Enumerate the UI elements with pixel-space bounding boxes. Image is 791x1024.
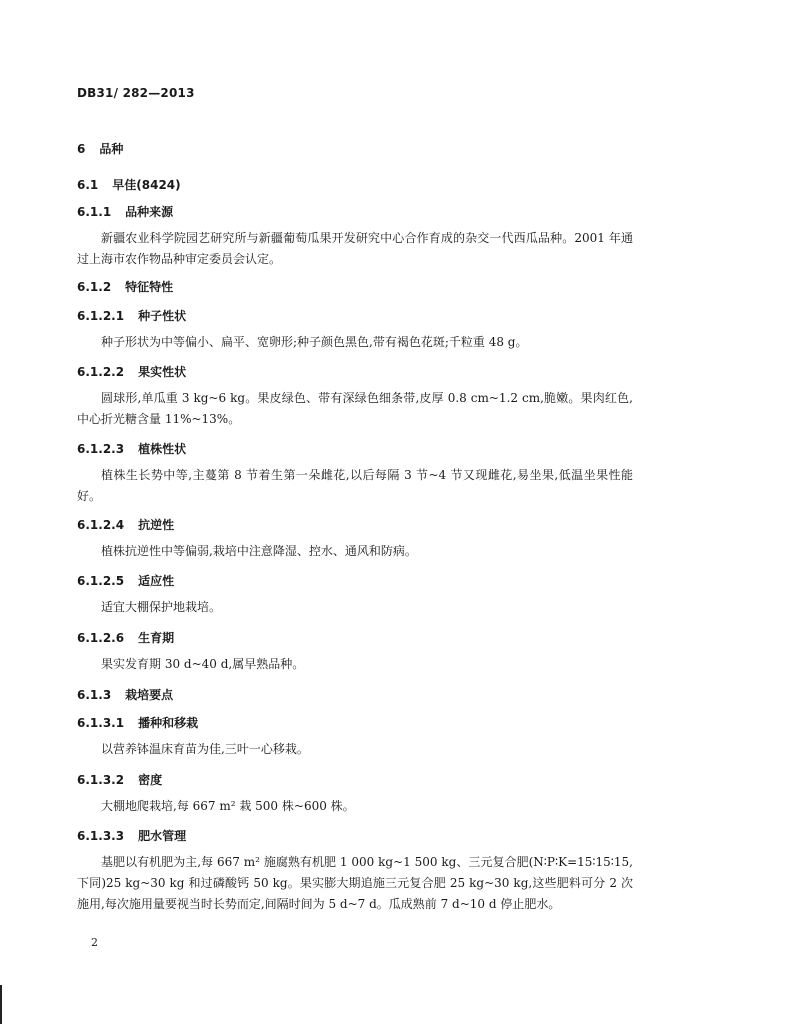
section-heading bbox=[77, 686, 173, 703]
section-number: 6.1.2.4 bbox=[77, 518, 125, 532]
section-title: 肥水管理 bbox=[138, 829, 187, 843]
section-title: 果实性状 bbox=[138, 365, 187, 379]
section-title: 生育期 bbox=[138, 631, 175, 645]
section-heading bbox=[77, 771, 162, 788]
paragraph: 植株抗逆性中等偏弱,栽培中注意降湿、控水、通风和防病。 bbox=[101, 544, 417, 558]
scan-edge-mark bbox=[0, 985, 2, 1024]
document-id: DB31/ 282—2013 bbox=[77, 86, 195, 100]
section-number: 6 bbox=[77, 142, 86, 156]
section-title: 植株性状 bbox=[138, 442, 187, 456]
section-title: 抗逆性 bbox=[138, 518, 175, 532]
section-heading bbox=[77, 140, 123, 157]
page-number: 2 bbox=[91, 936, 98, 949]
section-number: 6.1 bbox=[77, 178, 99, 192]
paragraph: 果实发育期 30 d~40 d,属早熟品种。 bbox=[101, 657, 305, 671]
section-heading bbox=[77, 629, 174, 646]
paragraph: 以营养钵温床育苗为佳,三叶一心移栽。 bbox=[101, 742, 309, 756]
section-number: 6.1.2.1 bbox=[77, 309, 125, 323]
section-heading bbox=[77, 827, 186, 844]
section-number: 6.1.2.5 bbox=[77, 574, 125, 588]
section-title: 早佳(8424) bbox=[112, 178, 181, 192]
paragraph: 种子形状为中等偏小、扁平、宽卵形;种子颜色黑色,带有褐色花斑;千粒重 48 g。 bbox=[101, 335, 528, 349]
section-heading bbox=[77, 203, 173, 220]
paragraph: 新疆农业科学院园艺研究所与新疆葡萄瓜果开发研究中心合作育成的杂交一代西瓜品种。2001 年通过上海市农作物品种审定委员会认定。 bbox=[77, 231, 633, 266]
paragraph: 植株生长势中等,主蔓第 8 节着生第一朵雌花,以后每隔 3 节~4 节又现雌花,易坐果,低温坐果性能好。 bbox=[77, 468, 633, 503]
section-title: 播种和移栽 bbox=[138, 716, 199, 730]
section-title: 品种 bbox=[99, 142, 124, 156]
section-number: 6.1.2.3 bbox=[77, 442, 125, 456]
section-number: 6.1.2.2 bbox=[77, 365, 125, 379]
section-heading bbox=[77, 307, 186, 324]
section-title: 品种来源 bbox=[125, 205, 174, 219]
section-heading bbox=[77, 572, 174, 589]
paragraph: 圆球形,单瓜重 3 kg~6 kg。果皮绿色、带有深绿色细条带,皮厚 0.8 cm~1.2 cm,脆嫩。果肉红色,中心折光糖含量 11%~13%。 bbox=[77, 391, 633, 426]
paragraph: 大棚地爬栽培,每 667 m² 栽 500 株~600 株。 bbox=[101, 799, 355, 813]
section-number: 6.1.3 bbox=[77, 688, 112, 702]
section-heading bbox=[77, 516, 174, 533]
section-title: 适应性 bbox=[138, 574, 175, 588]
section-number: 6.1.1 bbox=[77, 205, 112, 219]
section-number: 6.1.3.2 bbox=[77, 773, 125, 787]
section-title: 密度 bbox=[138, 773, 163, 787]
section-heading bbox=[77, 363, 186, 380]
section-heading bbox=[77, 440, 186, 457]
section-title: 种子性状 bbox=[138, 309, 187, 323]
section-number: 6.1.2.6 bbox=[77, 631, 125, 645]
section-number: 6.1.2 bbox=[77, 280, 112, 294]
paragraph: 基肥以有机肥为主,每 667 m² 施腐熟有机肥 1 000 kg~1 500 kg、三元复合肥(N∶P∶K=15∶15∶15,下同)25 kg~30 kg 和过磷酸钙 50 kg。果实膨大期追施三元复合肥 25 kg~30 kg,这些肥料可分 2 次施用,每次施用量要视当时长势而定,间隔时间为 5 d~7 d。瓜成熟前 7 d~10 d 停止肥水。 bbox=[77, 855, 633, 911]
section-title: 栽培要点 bbox=[125, 688, 174, 702]
section-heading bbox=[77, 278, 173, 295]
section-heading bbox=[77, 714, 198, 731]
section-title: 特征特性 bbox=[125, 280, 174, 294]
section-number: 6.1.3.1 bbox=[77, 716, 125, 730]
paragraph: 适宜大棚保护地栽培。 bbox=[101, 600, 222, 614]
section-number: 6.1.3.3 bbox=[77, 829, 125, 843]
section-heading bbox=[77, 176, 181, 193]
